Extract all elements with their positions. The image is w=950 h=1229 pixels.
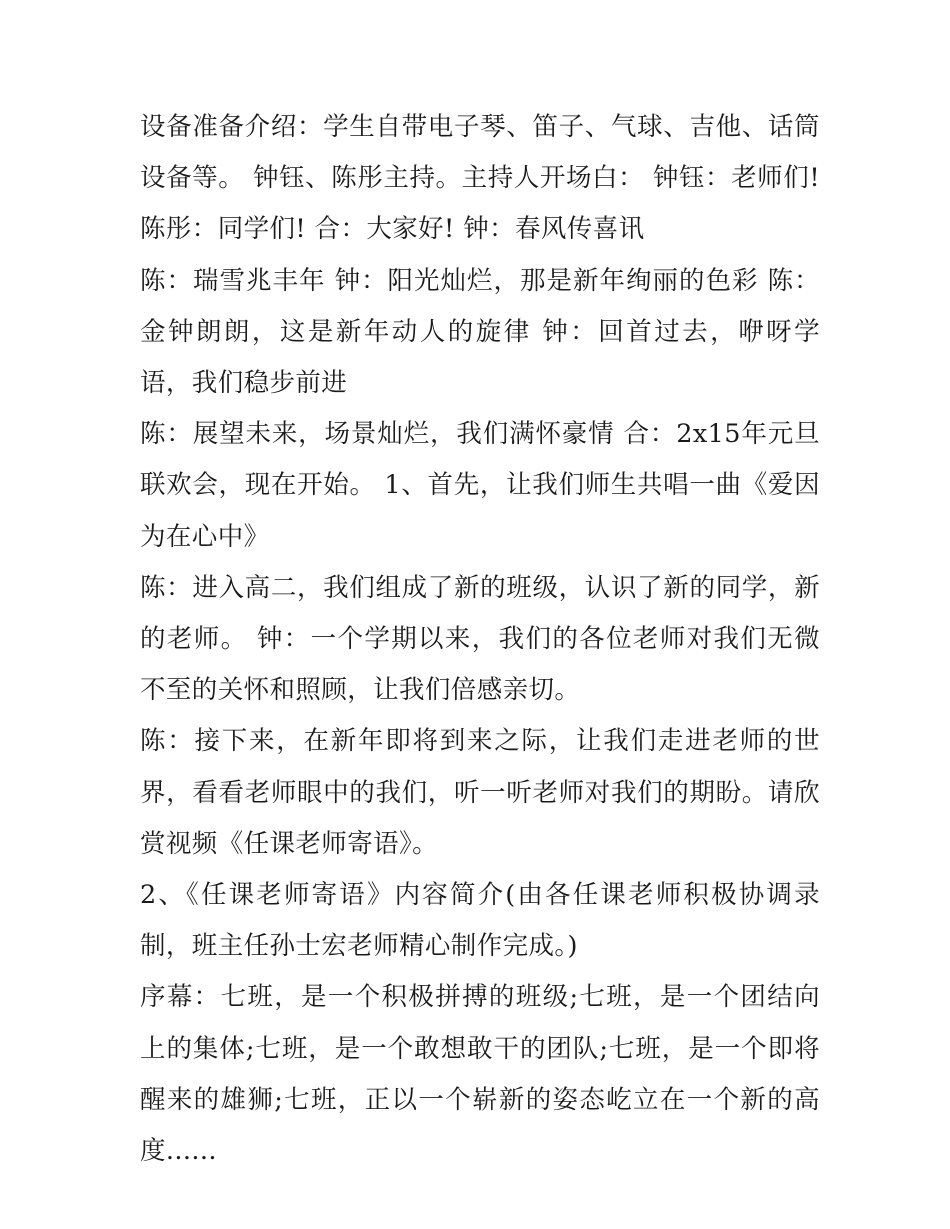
paragraph-equipment-intro: 设备准备介绍：学生自带电子琴、笛子、气球、吉他、话筒设备等。 钟钰、陈彤主持。主持人开场白： 钟钰：老师们! 陈彤：同学们! 合：大家好! 钟：春风传喜讯 [140, 112, 820, 245]
paragraph-opening-dialogue: 陈：瑞雪兆丰年 钟：阳光灿烂，那是新年绚丽的色彩 陈：金钟朗朗，这是新年动人的旋律 钟：回首过去，咿呀学语，我们稳步前进 [140, 265, 820, 399]
paragraph-new-class: 陈：进入高二，我们组成了新的班级，认识了新的同学，新的老师。 钟：一个学期以来，我们的各位老师对我们无微不至的关怀和照顾，让我们倍感亲切。 [140, 572, 820, 706]
paragraph-opening-announcement: 陈：展望未来，场景灿烂，我们满怀豪情 合：2x15年元旦联欢会，现在开始。 1、首先，让我们师生共唱一曲《爱因为在心中》 [140, 419, 820, 552]
document-body [140, 102, 820, 1177]
paragraph-prologue: 序幕：七班，是一个积极拼搏的班级;七班，是一个团结向上的集体;七班，是一个敢想敢干的团队;七班，是一个即将醒来的雄狮;七班，正以一个崭新的姿态屹立在一个新的高度...... [140, 982, 820, 1167]
paragraph-video-intro: 陈：接下来，在新年即将到来之际，让我们走进老师的世界，看看老师眼中的我们，听一听老师对我们的期盼。请欣赏视频《任课老师寄语》。 [140, 726, 820, 859]
paragraph-video-summary: 2、《任课老师寄语》内容简介(由各任课老师积极协调录制，班主任孙士宏老师精心制作完成。) [140, 880, 820, 962]
